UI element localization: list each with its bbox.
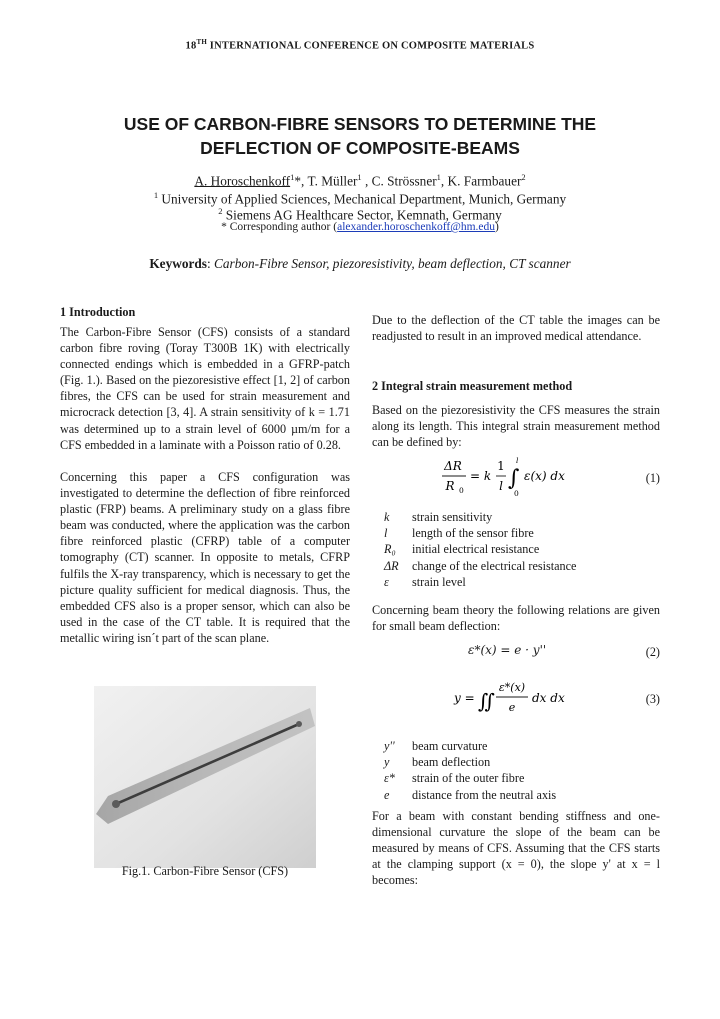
var-row: k strain sensitivity xyxy=(384,510,493,524)
title-line-1: USE OF CARBON-FIBRE SENSORS TO DETERMINE THE xyxy=(123,114,597,134)
var-row: R₀ initial electrical resistance xyxy=(384,542,540,557)
svg-text:l: l xyxy=(516,456,519,465)
variable-list-2 xyxy=(372,738,660,803)
equation-2: ε*(x) = e · y'' xyxy=(468,643,547,657)
var-row: ε* strain of the outer fibre xyxy=(384,771,525,786)
author-3: , C. Strössner xyxy=(361,173,437,189)
var-row: l length of the sensor fibre xyxy=(384,526,534,541)
svg-text:ε(x) dx: ε(x) dx xyxy=(524,469,565,483)
double-integral-sign: ∬ xyxy=(478,689,496,713)
affiliation-2: $^2$ Siemens AG Healthcare Sector, Kemnath, Germany xyxy=(218,206,502,223)
cfs-photo xyxy=(94,686,316,868)
intro-paragraph-1: The Carbon-Fibre Sensor (CFS) consists of a standard carbon fibre roving (Toray T300B 1K) with electrically connected endings which is embedded in a GFRP-patch (Fig. 1.). Based on the piezoresistive effect [1, 2] of carbon fibres, the CFS can be used for strain measurement and microcrack detection [3, 4]. A strain sensitivity of k = 1.71 was determined up to a strain level of 6000 µm/m for a CFS embedded in a laminate with a Poisson ratio of 0.28. xyxy=(60,325,350,452)
beam-theory-paragraph: Concerning beam theory the following relations are given for small beam deflection: xyxy=(372,603,660,634)
var-row: ε strain level xyxy=(384,574,466,589)
svg-text:= k: = k xyxy=(470,469,492,483)
eq1-numerator: ΔR xyxy=(444,459,462,473)
svg-text:dx dx: dx dx xyxy=(532,691,565,705)
corresponding-author: * Corresponding author (alexander.horoschenkoff@hm.edu) xyxy=(221,221,499,233)
figure-caption: Fig.1. Carbon-Fibre Sensor (CFS) xyxy=(121,864,289,878)
svg-text:1: 1 xyxy=(497,459,505,473)
equation-1 xyxy=(440,454,600,498)
method-paragraph: Based on the piezoresistivity the CFS measures the strain along its length. This integral strain measurement method can be defined by: xyxy=(372,403,660,450)
conference-header: 18TH INTERNATIONAL CONFERENCE ON COMPOSITE MATERIALS xyxy=(185,38,535,52)
eq3-number: (3) xyxy=(645,692,660,706)
svg-text:0: 0 xyxy=(514,489,519,498)
keywords-value: Carbon-Fibre Sensor, piezoresistivity, beam deflection, CT scanner xyxy=(214,256,571,271)
var-row: y'' beam curvature xyxy=(384,739,488,753)
variable-list-1 xyxy=(372,509,660,590)
email-link[interactable]: alexander.horoschenkoff@hm.edu xyxy=(337,221,496,233)
author-2: , T. Müller xyxy=(301,173,358,189)
eq1-denominator: R xyxy=(445,479,455,493)
affiliation-1: $^1$ University of Applied Sciences, Mechanical Department, Munich, Germany xyxy=(153,190,567,207)
author-4: , K. Farmbauer xyxy=(440,173,522,189)
equation-3 xyxy=(452,678,592,718)
slope-paragraph: For a beam with constant bending stiffness and one-dimensional curvature the slope of the beam can be measured by means of CFS. Assuming that the CFS starts at the clamping support (x = 0), the slope y' at x = l becomes: xyxy=(372,809,660,888)
author-list: A. Horoschenkoff$^1$*, T. Müller$^1$ , C. Strössner$^1$, K. Farmbauer$^2$ xyxy=(194,172,526,189)
intro-paragraph-2: Concerning this paper a CFS configuration was investigated to determine the deflection of fibre reinforced plastic (FRP) beams. A preliminary study on a glass fibre beam was conducted, where the application was the carbon fibre reinforced plastic (CFRP) table of a computer tomography (CT) scanner. In opposite to metals, CFRP fulfils the X-ray transparency, which is necessary to get the picture quality sufficient for medical diagnosis. Thus, the embedded CFS also is a proper sensor, which can also be used in the case of the CT table. It is required that the metallic wiring isn´t part of the scan plane. xyxy=(60,470,350,645)
svg-text:l: l xyxy=(499,479,503,493)
svg-text:ε*(x): ε*(x) xyxy=(498,681,526,694)
ct-table-paragraph: Due to the deflection of the CT table the images can be readjusted to result in an improved medical attendance. xyxy=(372,313,660,344)
var-row: y beam deflection xyxy=(384,755,491,770)
var-row: ΔR change of the electrical resistance xyxy=(384,558,577,573)
svg-text:e: e xyxy=(508,701,516,714)
author-1: A. Horoschenkoff xyxy=(194,173,291,189)
keywords-label: Keywords xyxy=(149,256,207,271)
section-1-heading: 1 Introduction xyxy=(60,305,136,319)
paper-title xyxy=(60,112,660,160)
title-line-2: DEFLECTION OF COMPOSITE-BEAMS xyxy=(200,138,520,158)
section-2-heading: 2 Integral strain measurement method xyxy=(372,379,573,393)
eq1-number: (1) xyxy=(645,471,660,485)
var-row: e distance from the neutral axis xyxy=(384,787,557,802)
integral-sign: ∫ xyxy=(508,466,520,491)
svg-text:y =: y = xyxy=(454,691,475,705)
svg-text:0: 0 xyxy=(459,486,464,495)
eq2-number: (2) xyxy=(645,645,660,659)
keywords: Keywords: Carbon-Fibre Sensor, piezoresistivity, beam deflection, CT scanner xyxy=(149,256,571,271)
